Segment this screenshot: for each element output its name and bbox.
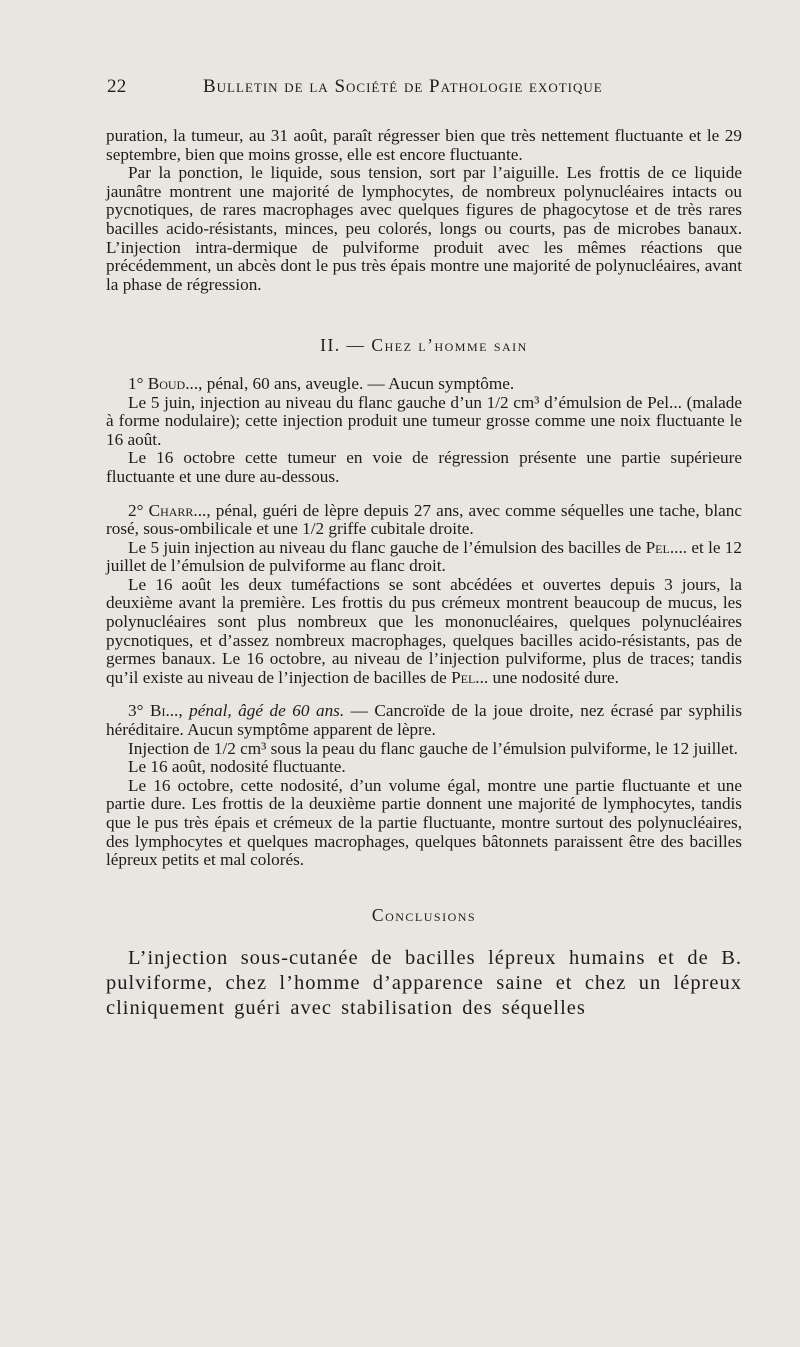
case-2-lead-text: pénal, guéri de lèpre depuis 27 ans, avec comme séquelles une tache, blanc rosé, sous-ombilicale et une 1/2 griffe cubitale droite. — [106, 500, 742, 539]
case-2-p3-text-b: une nodosité dure. — [488, 667, 619, 687]
paragraph-ponction: Par la ponction, le liquide, sous tension, sort par l’aiguille. Les frottis de ce liquide jaunâtre montrent une majorité de lymphocytes, de nombreux polynucléaires intacts ou pycnotiques, de rares macrophages avec quelques figures de phagocytose et de très rares bacilles acido-résistants, minces, peu colorés, longs ou courts, pas de microbes banaux. L’injection intra-dermique de pulviforme produit avec les mêmes réactions que précédemment, un abcès dont le pus très épais montre une majorité de polynucléaires, avant la phase de régression. — [106, 163, 742, 294]
case-2-paragraph-2 — [106, 539, 742, 576]
section-title-conclusions: Conclusions — [371, 904, 477, 925]
case-3-lead-text: — Cancroïde de la joue droite, nez écrasé par syphilis héréditaire. Aucun symptôme apparent de lèpre. — [106, 701, 743, 740]
case-3-paragraph-4: Le 16 octobre, cette nodosité, d’un volume égal, montre une partie fluctuante et une partie dure. Les frottis de la deuxième partie donnent une majorité de lymphocytes, tandis que le pus très épais et crémeux de la partie fluctuante, montre surtout des polynucléaires, des lymphocytes et quelques macrophages, quelques bâtonnets paraissent être des bacilles lépreux petits et mal colorés. — [106, 775, 742, 870]
case-1-paragraph-3: Le 16 octobre cette tumeur en voie de régression présente une partie supérieure fluctuante et une dure au-dessous. — [106, 448, 742, 486]
case-1-lead-text: pénal, 60 ans, aveugle. — Aucun symptôme. — [202, 373, 515, 393]
case-2-patient-name: Charr..., — [148, 500, 211, 520]
case-2-number: 2° — [128, 500, 144, 520]
page-body — [106, 127, 742, 1021]
case-3-patient-name: Bi..., — [150, 701, 183, 721]
conclusions-text: L’injection sous-cutanée de bacilles lépreux humains et de B. pulviforme, chez l’homme d’apparence saine et chez un lépreux cliniquement guéri avec stabilisation des séquelles — [106, 947, 742, 1020]
conclusions-block — [106, 946, 742, 1021]
case-3-paragraph-2: Injection de 1/2 cm³ sous la peau du flanc gauche de l’émulsion pulviforme, le 12 juillet. — [128, 738, 738, 758]
case-3-lead-italic: pénal, âgé de 60 ans. — [182, 701, 345, 721]
page-number: 22 — [107, 76, 127, 97]
case-1-number: 1° — [128, 373, 144, 393]
case-1-paragraph-2: Le 5 juin, injection au niveau du flanc gauche d’un 1/2 cm³ d’émulsion de Pel... (malade à forme nodulaire); cette injection produit une tumeur grosse comme une noix fluctuante le 16 août. — [106, 392, 742, 449]
case-1-lead — [106, 375, 742, 394]
case-3-paragraph-3: Le 16 août, nodosité fluctuante. — [128, 757, 346, 777]
case-2-p2-name: Pel.... — [645, 537, 688, 557]
case-3-lead — [106, 702, 742, 739]
case-2-p2-text-b: et le 12 juillet de l’émulsion de pulviforme au flanc droit. — [106, 537, 742, 576]
case-2-p3-text-a: Le 16 août les deux tuméfactions se sont abcédées et ouvertes depuis 3 jours, la deuxième avant la première. Les frottis du pus crémeux montrent beaucoup de mucus, les polynucléaires sont plus nombreux que les mononucléaires, quelques polynucléaires pycnotiques, et d’assez nombreux macrophages, quelques bacilles acido-résistants, pas de germes banaux. Le 16 octobre, au niveau de l’injection pulviforme, plus de traces; tandis qu’il existe au niveau de l’injection de bacilles de — [106, 574, 742, 687]
case-3-number: 3° — [128, 701, 144, 721]
case-2-p2-text-a: Le 5 juin injection au niveau du flanc gauche de l’émulsion des bacilles de — [128, 537, 646, 557]
case-2-lead — [106, 502, 742, 539]
case-2-p3-name: Pel... — [451, 667, 489, 687]
paragraph-continuation: puration, la tumeur, au 31 août, paraît régresser bien que très nettement fluctuante et le 29 septembre, bien que moins grosse, elle est encore fluctuante. — [106, 126, 742, 164]
section-title-ii: II. — Chez l’homme sain — [320, 335, 528, 356]
case-1-patient-name: Boud..., — [147, 373, 203, 393]
case-2-paragraph-3 — [106, 576, 742, 688]
journal-title: Bulletin de la Société de Pathologie exotique — [203, 76, 603, 97]
